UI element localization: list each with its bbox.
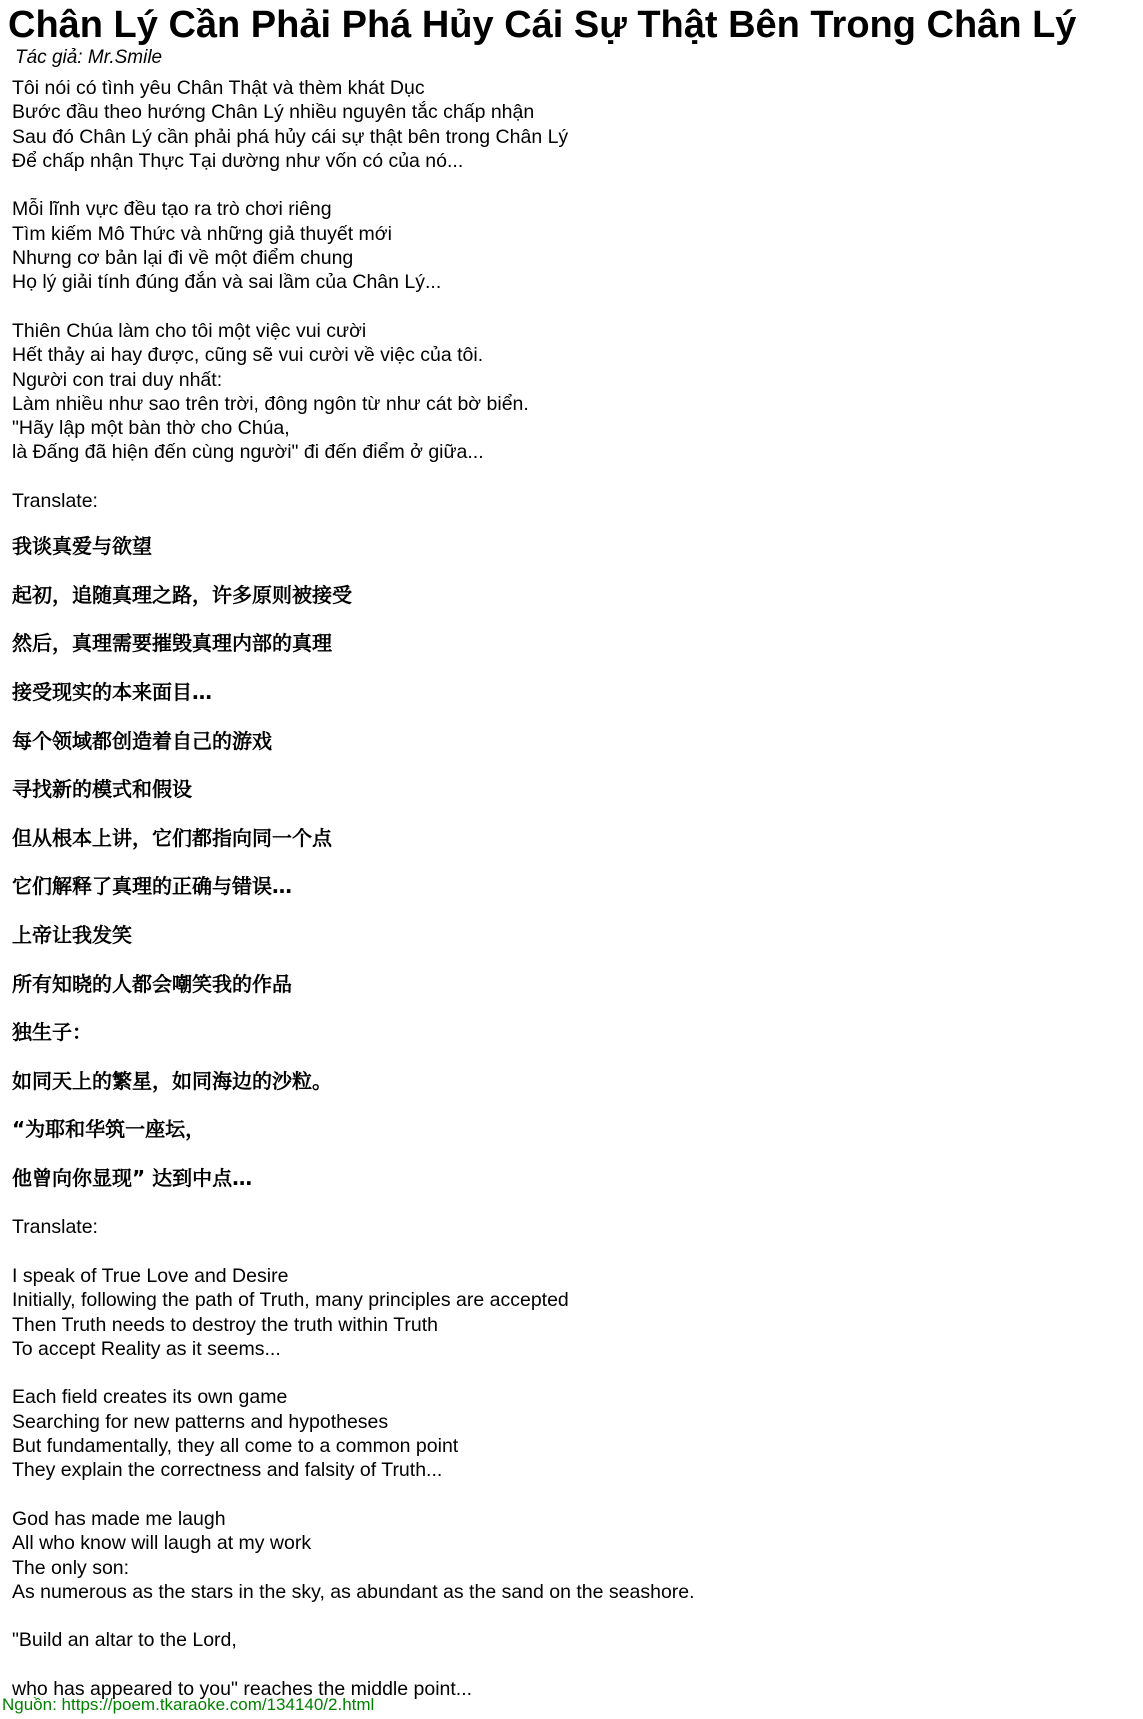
english-poem xyxy=(12,1264,1132,1701)
chinese-line: 他曾向你显现” 达到中点… xyxy=(12,1166,253,1190)
poem-line: "Build an altar to the Lord, xyxy=(12,1629,237,1652)
chinese-line: 它们解释了真理的正确与错误… xyxy=(12,874,292,898)
poem-title: Chân Lý Cần Phải Phá Hủy Cái Sự Thật Bên Trong Chân Lý xyxy=(8,4,1077,46)
poem-line: là Đấng đã hiện đến cùng người" đi đến điểm ở giữa... xyxy=(12,441,484,464)
stanza-gap xyxy=(12,1361,1132,1385)
poem-line: Tôi nói có tình yêu Chân Thật và thèm khát Dục xyxy=(12,77,425,99)
poem-line: "Hãy lập một bàn thờ cho Chúa, xyxy=(12,417,290,440)
poem-line: Hết thảy ai hay được, cũng sẽ vui cười về việc của tôi. xyxy=(12,344,484,367)
poem-line: Tìm kiếm Mô Thức và những giả thuyết mới xyxy=(12,222,392,245)
chinese-line: 我谈真爱与欲望 xyxy=(12,534,152,558)
poem-author: Tác giả: Mr.Smile xyxy=(15,47,163,68)
poem-line: Initially, following the path of Truth, many principles are accepted xyxy=(12,1289,569,1312)
poem-line: They explain the correctness and falsity of Truth... xyxy=(12,1459,443,1482)
chinese-line: 然后，真理需要摧毁真理内部的真理 xyxy=(12,631,332,655)
chinese-line: 接受现实的本来面目… xyxy=(12,680,212,704)
translate-label: Translate: xyxy=(12,1216,98,1238)
poem-line: But fundamentally, they all come to a common point xyxy=(12,1435,459,1458)
chinese-line: 上帝让我发笑 xyxy=(12,923,132,947)
poem-line: Then Truth needs to destroy the truth within Truth xyxy=(12,1313,438,1336)
poem-line: To accept Reality as it seems... xyxy=(12,1337,281,1360)
chinese-line: “为耶和华筑一座坛， xyxy=(12,1117,206,1141)
chinese-line: 所有知晓的人都会嘲笑我的作品 xyxy=(12,972,292,996)
chinese-line: 每个领域都创造着自己的游戏 xyxy=(12,729,272,753)
poem-line: Searching for new patterns and hypotheses xyxy=(12,1410,389,1433)
chinese-line: 寻找新的模式和假设 xyxy=(12,777,192,801)
stanza-gap xyxy=(12,173,1132,197)
poem-line: Làm nhiều như sao trên trời, đông ngôn từ như cát bờ biển. xyxy=(12,392,529,415)
vietnamese-poem xyxy=(12,76,1132,465)
poem-line: God has made me laugh xyxy=(12,1507,226,1530)
stanza-gap xyxy=(12,295,1132,319)
poem-line: Họ lý giải tính đúng đắn và sai lầm của Chân Lý... xyxy=(12,271,442,294)
poem-line: I speak of True Love and Desire xyxy=(12,1265,289,1287)
poem-line: Thiên Chúa làm cho tôi một việc vui cười xyxy=(12,319,367,342)
poem-line: The only son: xyxy=(12,1556,130,1579)
chinese-line: 起初，追随真理之路，许多原则被接受 xyxy=(12,583,352,607)
poem-line: Each field creates its own game xyxy=(12,1386,288,1409)
stanza-gap xyxy=(12,1483,1132,1507)
poem-line: who has appeared to you" reaches the middle point... xyxy=(12,1678,473,1701)
poem-line: Nhưng cơ bản lại đi về một điểm chung xyxy=(12,247,354,270)
chinese-line: 如同天上的繁星，如同海边的沙粒。 xyxy=(12,1069,332,1093)
poem-line: All who know will laugh at my work xyxy=(12,1532,312,1555)
translate-label: Translate: xyxy=(12,490,98,512)
chinese-line: 但从根本上讲，它们都指向同一个点 xyxy=(12,826,332,850)
poem-line: Bước đầu theo hướng Chân Lý nhiều nguyên tắc chấp nhận xyxy=(12,101,535,124)
stanza-gap xyxy=(12,1653,1132,1677)
poem-line: As numerous as the stars in the sky, as abundant as the sand on the seashore. xyxy=(12,1580,695,1603)
source-link[interactable]: Nguồn: https://poem.tkaraoke.com/134140/2.html xyxy=(2,1695,375,1714)
chinese-line: 独生子： xyxy=(12,1020,92,1044)
poem-line: Mỗi lĩnh vực đều tạo ra trò chơi riêng xyxy=(12,198,332,221)
poem-line: Người con trai duy nhất: xyxy=(12,368,223,391)
stanza-gap xyxy=(12,1604,1132,1628)
poem-line: Để chấp nhận Thực Tại dường như vốn có của nó... xyxy=(12,149,464,172)
poem-line: Sau đó Chân Lý cần phải phá hủy cái sự thật bên trong Chân Lý xyxy=(12,125,569,148)
